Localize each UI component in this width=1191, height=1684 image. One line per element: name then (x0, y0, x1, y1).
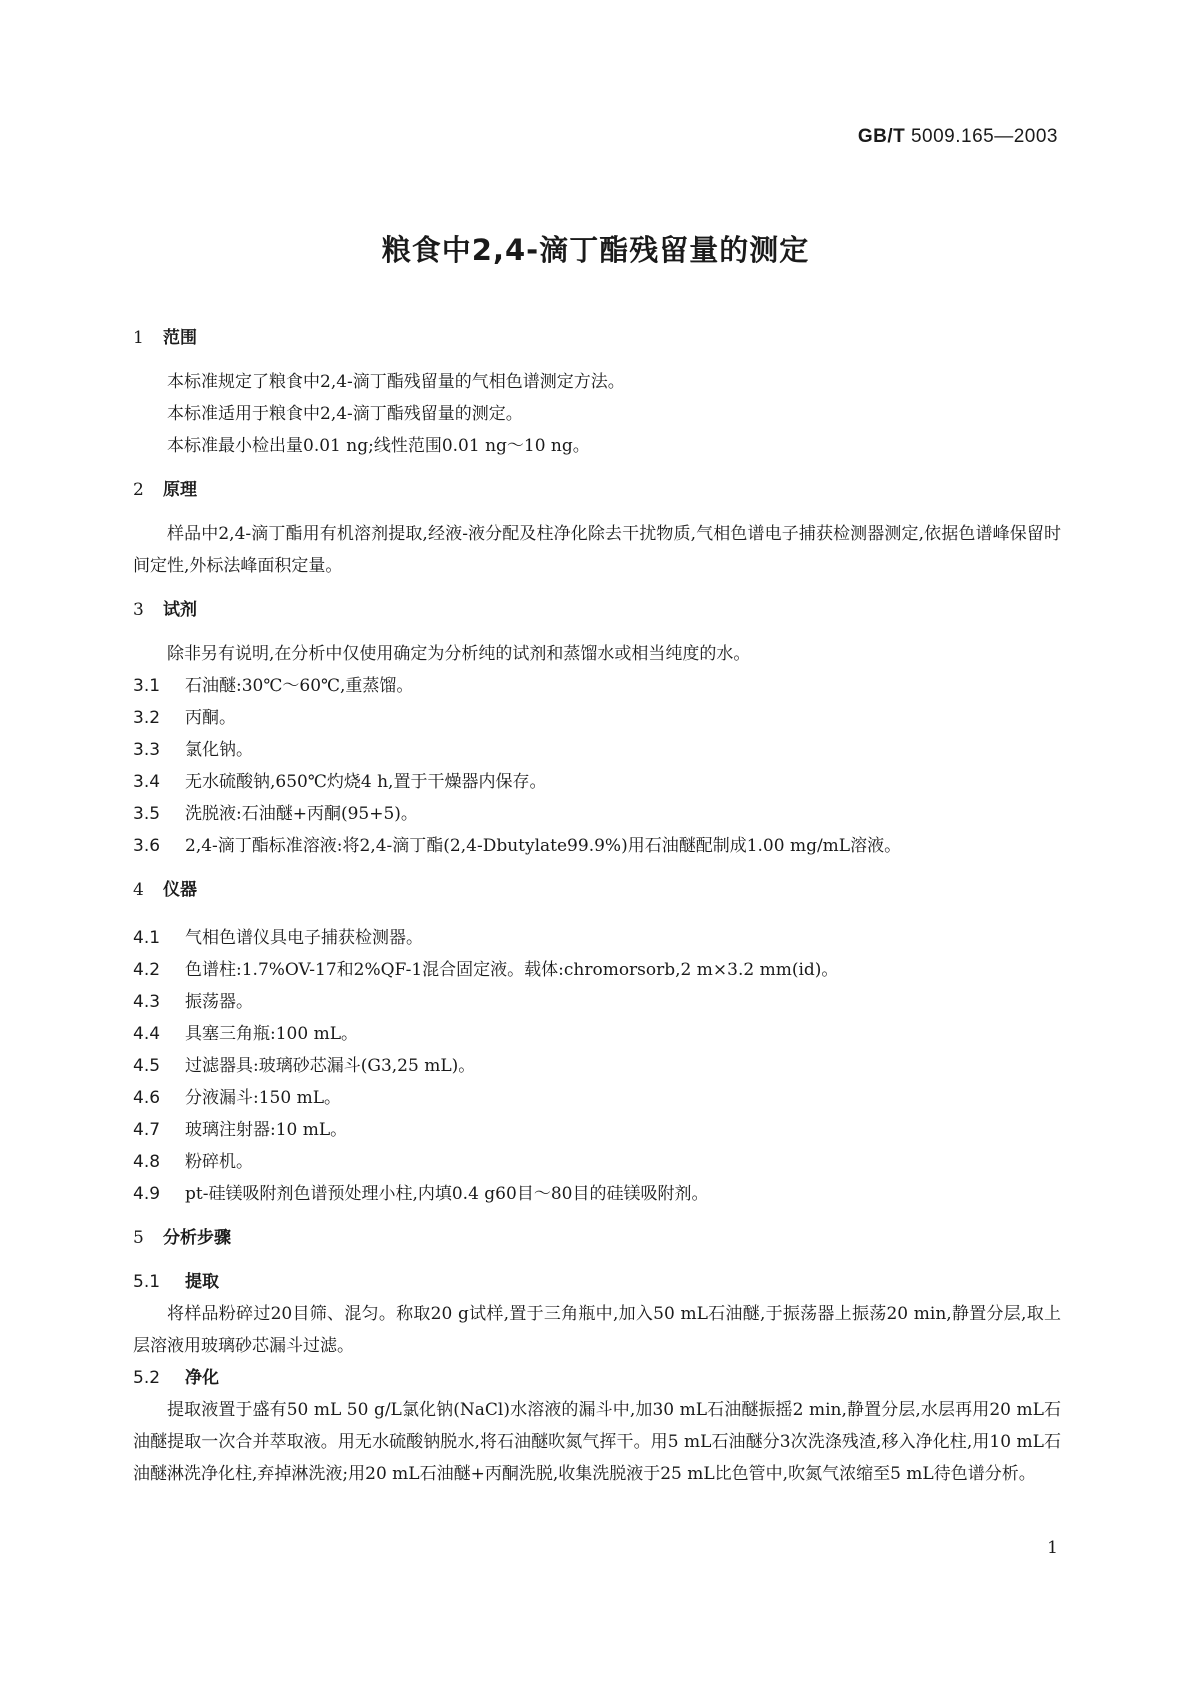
section-title: 分析步骤 (163, 1228, 231, 1248)
section-title: 试剂 (163, 600, 197, 620)
paragraph: 将样品粉碎过20目筛、混匀。称取20 g试样,置于三角瓶中,加入50 mL石油醚,于振荡器上振荡20 min,静置分层,取上层溶液用玻璃砂芯漏斗过滤。 (133, 1304, 1061, 1356)
section-4-heading (133, 874, 1061, 906)
list-item: 3.2 丙酮。 (133, 708, 236, 728)
list-item: 4.6 分液漏斗:150 mL。 (133, 1088, 341, 1108)
list-item: 3.6 2,4-滴丁酯标准溶液:将2,4-滴丁酯(2,4-Dbutylate99.9%)用石油醚配制成1.00 mg/mL溶液。 (133, 836, 902, 856)
list-item: 3.1 石油醚:30℃～60℃,重蒸馏。 (133, 676, 414, 696)
section-5-heading (133, 1222, 1061, 1254)
list-item: 4.8 粉碎机。 (133, 1152, 253, 1172)
list-item: 4.9 pt-硅镁吸附剂色谱预处理小柱,内填0.4 g60目～80目的硅镁吸附剂。 (133, 1184, 709, 1204)
list-item: 3.5 洗脱液:石油醚+丙酮(95+5)。 (133, 804, 418, 824)
section-title: 范围 (163, 328, 197, 348)
paragraph: 样品中2,4-滴丁酯用有机溶剂提取,经液-液分配及柱净化除去干扰物质,气相色谱电子捕获检测器测定,依据色谱峰保留时间定性,外标法峰面积定量。 (133, 524, 1061, 576)
list-item: 4.7 玻璃注射器:10 mL。 (133, 1120, 348, 1140)
section-number: 1 (133, 328, 144, 348)
section-number: 2 (133, 480, 144, 500)
section-number: 5 (133, 1228, 144, 1248)
paragraph: 本标准最小检出量0.01 ng;线性范围0.01 ng～10 ng。 (167, 436, 590, 456)
list-item: 4.2 色谱柱:1.7%OV-17和2%QF-1混合固定液。载体:chromorsorb,2 m×3.2 mm(id)。 (133, 960, 839, 980)
list-item: 3.3 氯化钠。 (133, 740, 253, 760)
document-body (133, 322, 1061, 1490)
paragraph: 本标准适用于粮食中2,4-滴丁酯残留量的测定。 (167, 404, 523, 424)
section-3-heading (133, 594, 1061, 626)
section-number: 4 (133, 880, 144, 900)
paragraph: 提取液置于盛有50 mL 50 g/L氯化钠(NaCl)水溶液的漏斗中,加30 mL石油醚振摇2 min,静置分层,水层再用20 mL石油醚提取一次合并萃取液。用无水硫酸钠脱水,将石油醚吹氮气挥干。用5 mL石油醚分3次洗涤残渣,移入净化柱,用10 mL石油醚淋洗净化柱,弃掉淋洗液;用20 mL石油醚+丙酮洗脱,收集洗脱液于25 mL比色管中,吹氮气浓缩至5 mL待色谱分析。 (133, 1400, 1061, 1484)
list-item: 3.4 无水硫酸钠,650℃灼烧4 h,置于干燥器内保存。 (133, 772, 547, 792)
standard-code (858, 126, 1058, 148)
section-title: 原理 (163, 480, 197, 500)
list-item: 4.5 过滤器具:玻璃砂芯漏斗(G3,25 mL)。 (133, 1056, 476, 1076)
subsection-5-2-heading: 5.2 净化 (133, 1368, 219, 1388)
paragraph: 本标准规定了粮食中2,4-滴丁酯残留量的气相色谱测定方法。 (167, 372, 625, 392)
section-1-heading (133, 322, 1061, 354)
list-item: 4.1 气相色谱仪具电子捕获检测器。 (133, 928, 423, 948)
section-2-heading (133, 474, 1061, 506)
standard-code-prefix: GB/T (857, 126, 906, 147)
list-item: 4.3 振荡器。 (133, 992, 253, 1012)
standard-code-number: 5009.165—2003 (910, 126, 1058, 147)
section-title: 仪器 (163, 880, 197, 900)
page-number: 1 (1047, 1538, 1058, 1558)
paragraph: 除非另有说明,在分析中仅使用确定为分析纯的试剂和蒸馏水或相当纯度的水。 (167, 644, 751, 664)
subsection-5-1-heading: 5.1 提取 (133, 1272, 219, 1292)
list-item: 4.4 具塞三角瓶:100 mL。 (133, 1024, 358, 1044)
section-number: 3 (133, 600, 144, 620)
document-title: 粮食中2,4-滴丁酯残留量的测定 (381, 233, 810, 267)
